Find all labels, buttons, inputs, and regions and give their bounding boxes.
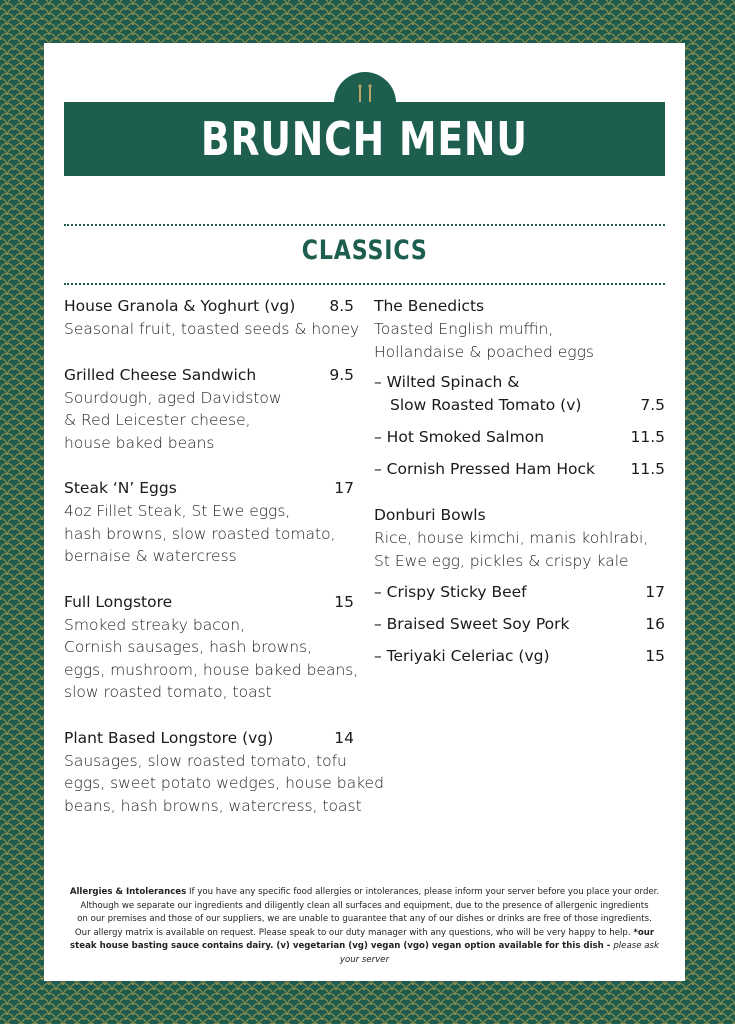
item-name: Steak ‘N’ Eggs — [64, 479, 177, 497]
allergy-text: Our allergy matrix is available on request. Please speak to our duty manager with any questions, who will be very happy to help. — [74, 927, 634, 938]
item-price: 15 — [334, 592, 354, 611]
menu-item — [64, 363, 354, 455]
allergy-heading: Allergies & Intolerances — [69, 887, 187, 897]
item-name: House Granola & Yoghurt (vg) — [64, 297, 296, 315]
group-title: The Benedicts — [374, 297, 485, 315]
item-description: Cornish sausages, hash browns, — [64, 638, 313, 656]
allergy-text: on our premises and those of our suppliers, we are unable to guarantee that any of our dishes or drinks are free of those ingredients. — [77, 914, 652, 925]
item-name: Plant Based Longstore (vg) — [64, 728, 274, 747]
page-title: BRUNCH MENU — [201, 112, 528, 166]
menu-sheet — [44, 43, 685, 981]
menu-item — [64, 294, 360, 341]
item-price: 8.5 — [329, 297, 354, 315]
item-price: 9.5 — [329, 365, 354, 384]
menu-option — [374, 612, 665, 636]
item-price: 17 — [334, 479, 354, 497]
menu-item — [64, 476, 354, 568]
item-description: Seasonal fruit, toasted seeds & honey — [64, 320, 360, 338]
allergy-bold-text: *our — [633, 927, 655, 938]
option-label: – Crispy Sticky Beef — [374, 583, 527, 601]
option-label: – Teriyaki Celeriac (vg) — [374, 647, 550, 665]
option-label: – Wilted Spinach & — [374, 373, 520, 391]
ask-server-note: please ask your server — [339, 941, 659, 965]
section-heading — [64, 235, 665, 266]
item-description: hash browns, slow roasted tomato, — [64, 524, 336, 543]
item-description: slow roasted tomato, toast — [64, 683, 272, 701]
section-heading-text: CLASSICS — [301, 235, 428, 266]
item-description: Sourdough, aged Davidstow — [64, 388, 282, 407]
group-description: St Ewe egg, pickles & crispy kale — [374, 551, 629, 570]
title-banner — [64, 102, 665, 176]
item-price: 14 — [334, 728, 354, 747]
menu-option — [374, 644, 665, 668]
dotted-divider-top — [64, 224, 665, 226]
menu-option — [374, 371, 665, 417]
menu-option — [374, 457, 665, 481]
menu-item — [64, 590, 359, 704]
item-description: beans, hash browns, watercress, toast — [64, 796, 362, 815]
menu-option — [374, 425, 665, 449]
option-price: 15 — [645, 647, 665, 665]
option-label: – Hot Smoked Salmon — [374, 428, 545, 446]
group-description: Toasted English muffin, — [374, 320, 554, 338]
item-name: Grilled Cheese Sandwich — [64, 365, 257, 384]
allergy-notice — [64, 886, 665, 968]
option-price: 11.5 — [630, 460, 665, 478]
option-price: 11.5 — [630, 428, 665, 446]
dotted-divider-bottom — [64, 283, 665, 285]
item-description: Sausages, slow roasted tomato, tofu — [64, 751, 347, 770]
item-description: eggs, mushroom, house baked beans, — [64, 660, 359, 679]
option-label: – Cornish Pressed Ham Hock — [374, 460, 595, 478]
option-price: 16 — [645, 615, 665, 633]
option-price: 17 — [645, 583, 665, 601]
group-title: Donburi Bowls — [374, 506, 486, 524]
option-label: – Braised Sweet Soy Pork — [374, 615, 570, 633]
item-description: bernaise & watercress — [64, 547, 237, 565]
benedicts-group — [374, 294, 665, 481]
menu-option — [374, 580, 665, 604]
allergy-text: Although we separate our ingredients and diligently clean all surfaces and equipment, due to the presence of allergenic ingredients — [80, 900, 649, 911]
item-description: house baked beans — [64, 433, 215, 452]
option-label: Slow Roasted Tomato (v) — [390, 396, 582, 414]
item-description: eggs, sweet potato wedges, house baked — [64, 774, 384, 792]
group-description: Rice, house kimchi, manis kohlrabi, — [374, 529, 649, 547]
item-description: & Red Leicester cheese, — [64, 411, 251, 429]
left-column — [64, 294, 384, 839]
allergy-text: If you have any specific food allergies or intolerances, please inform your server before you place your order. — [186, 887, 660, 897]
item-name: Full Longstore — [64, 592, 173, 611]
menu-item — [64, 726, 384, 818]
option-price: 7.5 — [640, 396, 665, 414]
diet-key: steak house basting sauce contains dairy. (v) vegetarian (vg) vegan (vgo) vegan option available for this dish - — [70, 941, 614, 952]
right-column — [374, 294, 665, 682]
item-description: Smoked streaky bacon, — [64, 615, 245, 634]
donburi-group — [374, 503, 665, 668]
group-description: Hollandaise & poached eggs — [374, 342, 594, 361]
item-description: 4oz Fillet Steak, St Ewe eggs, — [64, 502, 291, 520]
